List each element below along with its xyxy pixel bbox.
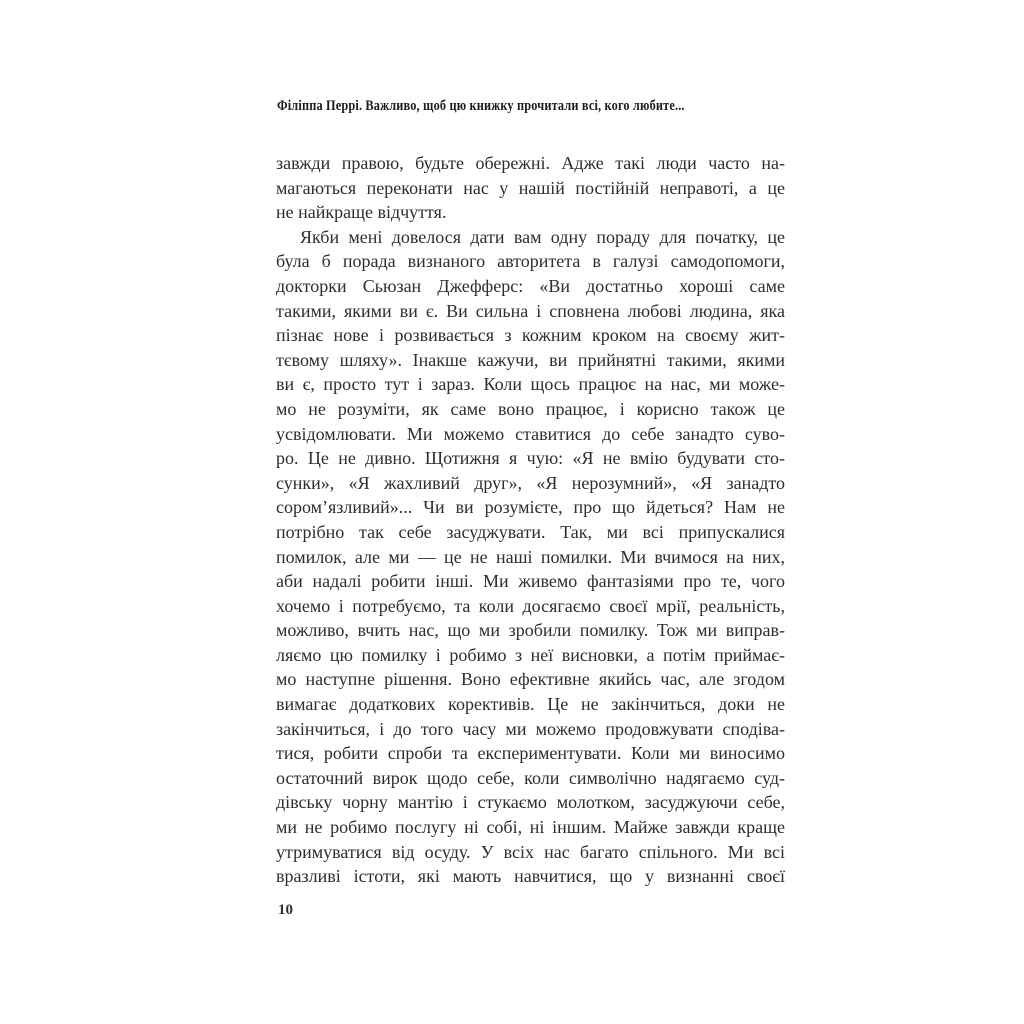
text-line: мо не розуміти, як саме воно працює, і корисно також це — [276, 398, 785, 419]
text-line: закінчиться, і до того часу ми можемо продовжувати сподіва- — [276, 718, 785, 739]
text-line: тися, робити спроби та експериментувати. Коли ми виносимо — [276, 743, 785, 764]
body-text — [276, 151, 785, 889]
text-line: можливо, вчить нас, що ми зробили помилку. Тож ми виправ- — [276, 620, 785, 641]
text-line: дівську чорну мантію і стукаємо молотком, засуджуючи себе, — [276, 792, 785, 813]
running-head: Філіппа Перрі. Важливо, щоб цю книжку прочитали всі, кого любите... — [277, 98, 685, 114]
text-line: мо наступне рішення. Воно ефективне якийсь час, але згодом — [276, 669, 785, 690]
text-line: потрібно так себе засуджувати. Так, ми всі припускалися — [276, 521, 785, 542]
text-line: утримуватися від осуду. У всіх нас багато спільного. Ми всі — [276, 841, 785, 862]
page-number: 10 — [278, 902, 293, 918]
text-line: Якби мені довелося дати вам одну пораду для початку, це — [300, 226, 785, 247]
text-line: була б порада визнаного авторитета в галузі самодопомоги, — [276, 251, 785, 272]
text-line: аби надалі робити інші. Ми живемо фантазіями про те, чого — [276, 571, 785, 592]
text-line: тєвому шляху». Інакше кажучи, ви прийнятні такими, якими — [276, 349, 785, 370]
text-line: сунки», «Я жахливий друг», «Я нерозумний», «Я занадто — [276, 472, 785, 493]
text-line: ви є, просто тут і зараз. Коли щось працює на нас, ми може- — [276, 374, 785, 395]
text-line: докторки Сьюзан Джефферс: «Ви достатньо хороші саме — [276, 275, 785, 296]
text-line: хочемо і потребуємо, та коли досягаємо своєї мрії, реальність, — [276, 595, 785, 616]
text-line: такими, якими ви є. Ви сильна і сповнена любові людина, яка — [276, 300, 785, 321]
text-line: усвідомлювати. Ми можемо ставитися до себе занадто суво- — [276, 423, 785, 444]
text-line: остаточний вирок щодо себе, коли символічно надягаємо суд- — [276, 767, 785, 788]
text-line: пізнає нове і розвивається з кожним кроком на своєму жит- — [276, 325, 785, 346]
text-line: магаються переконати нас у нашій постійній неправоті, а це — [276, 177, 785, 198]
text-line: вразливі істоти, які мають навчитися, що у визнанні своєї — [276, 866, 785, 887]
text-line: сором’язливий»... Чи ви розумієте, про що йдеться? Нам не — [276, 497, 785, 518]
text-line: ми не робимо послугу ні собі, ні іншим. Майже завжди краще — [276, 817, 785, 838]
text-line: ро. Це не дивно. Щотижня я чую: «Я не вмію будувати сто- — [276, 448, 785, 469]
text-line: помилок, але ми — це не наші помилки. Ми вчимося на них, — [276, 546, 785, 567]
text-line: завжди правою, будьте обережні. Адже такі люди часто на- — [276, 153, 785, 173]
text-line: не найкраще відчуття. — [276, 202, 447, 223]
text-line: вимагає додаткових корективів. Це не закінчиться, доки не — [276, 694, 785, 715]
text-line: ляємо цю помилку і робимо з неї висновки, а потім приймає- — [276, 644, 785, 665]
